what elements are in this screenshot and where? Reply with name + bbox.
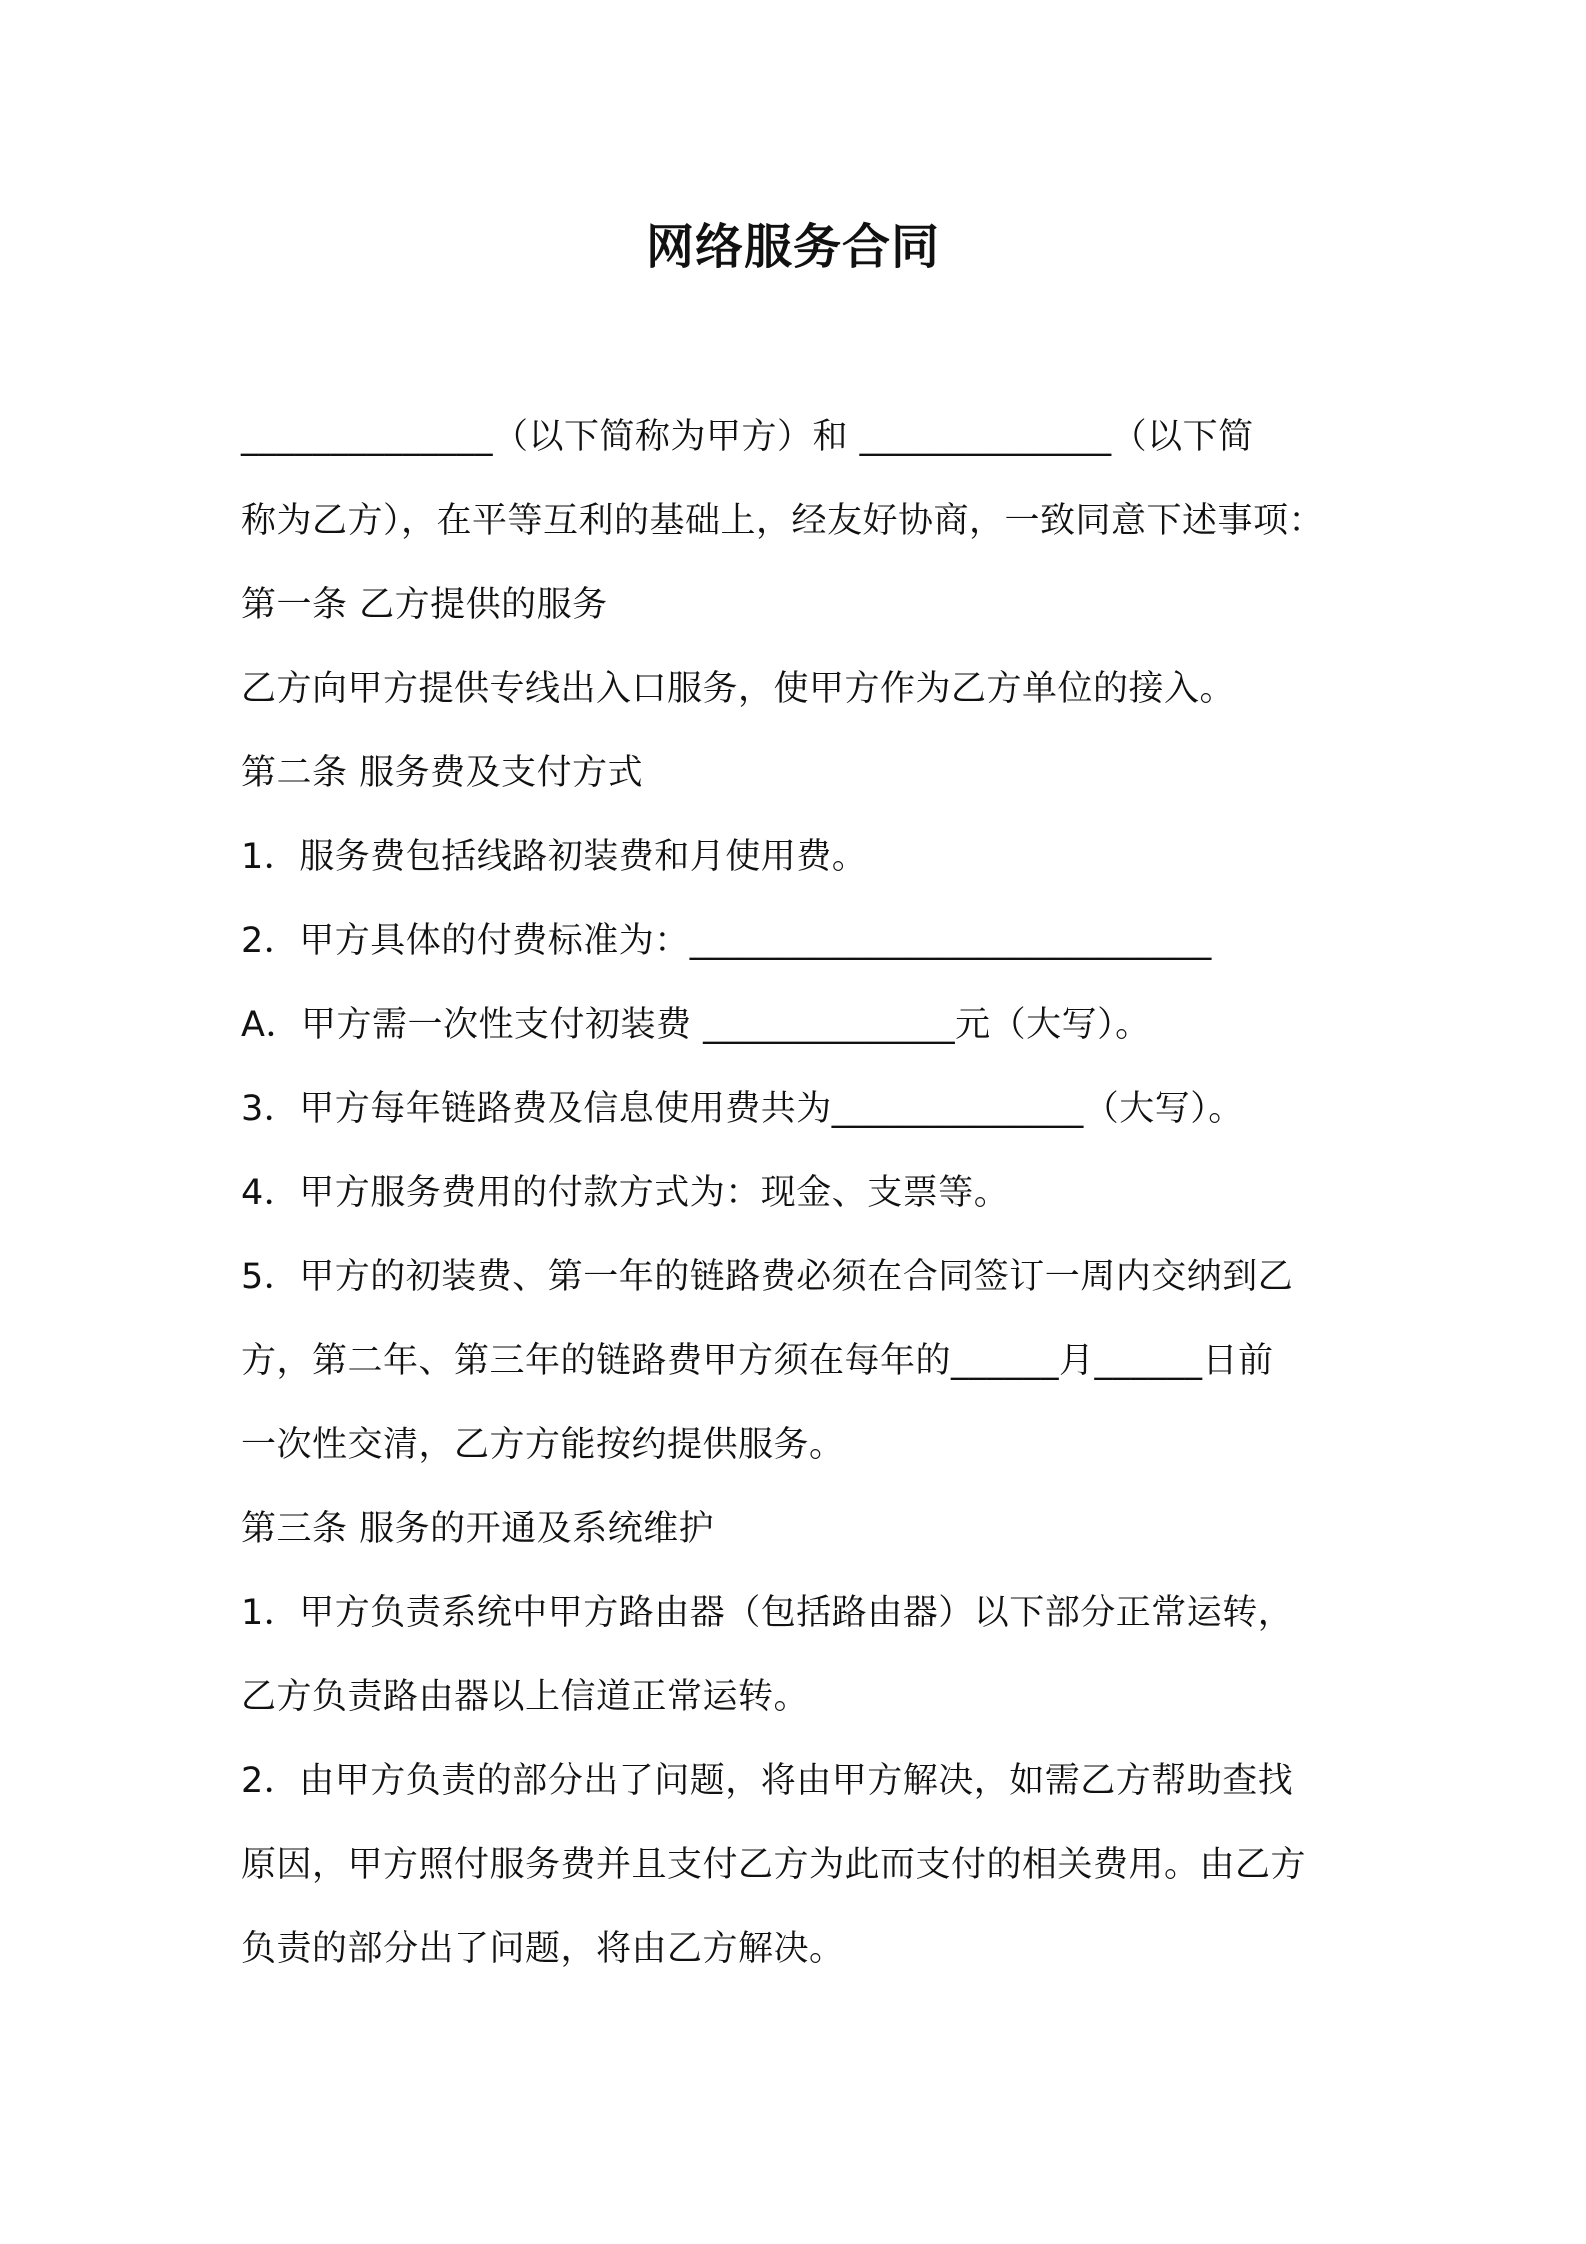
article-2-item-3: 3．甲方每年链路费及信息使用费共为______________（大写）。 (241, 1089, 1244, 1129)
article-2-item-4: 4．甲方服务费用的付款方式为：现金、支票等。 (241, 1173, 1010, 1213)
document-title: 网络服务合同 (645, 219, 940, 275)
article-3-item-2-line-1: 2．由甲方负责的部分出了问题，将由甲方解决，如需乙方帮助查找 (241, 1761, 1294, 1801)
article-3-item-1-line-1: 1．甲方负责系统中甲方路由器（包括路由器）以下部分正常运转， (241, 1593, 1294, 1633)
article-2-item-1: 1．服务费包括线路初装费和月使用费。 (241, 837, 868, 877)
article-3-item-2-line-2: 原因，甲方照付服务费并且支付乙方为此而支付的相关费用。由乙方 (241, 1845, 1307, 1885)
article-2-item-2: 2．甲方具体的付费标准为：_____________________________ (241, 921, 1212, 961)
party-intro-line-1: ______________（以下简称为甲方）和 ______________（以下简 (241, 417, 1254, 457)
article-3-item-2-line-3: 负责的部分出了问题，将由乙方解决。 (241, 1929, 845, 1969)
article-2-item-5-line-3: 一次性交清，乙方方能按约提供服务。 (241, 1425, 845, 1465)
article-2-item-5-line-1: 5．甲方的初装费、第一年的链路费必须在合同签订一周内交纳到乙 (241, 1257, 1294, 1297)
article-2-item-a: A．甲方需一次性支付初装费 ______________元（大写）。 (241, 1005, 1151, 1045)
article-1-heading: 第一条 乙方提供的服务 (241, 585, 608, 625)
article-2-heading: 第二条 服务费及支付方式 (241, 753, 644, 793)
article-3-heading: 第三条 服务的开通及系统维护 (241, 1509, 715, 1549)
article-1-text: 乙方向甲方提供专线出入口服务，使甲方作为乙方单位的接入。 (241, 669, 1236, 709)
party-intro-line-2: 称为乙方），在平等互利的基础上，经友好协商，一致同意下述事项： (241, 501, 1325, 541)
article-3-item-1-line-2: 乙方负责路由器以上信道正常运转。 (241, 1677, 810, 1717)
article-2-item-5-line-2: 方，第二年、第三年的链路费甲方须在每年的______月______日前 (241, 1341, 1274, 1381)
